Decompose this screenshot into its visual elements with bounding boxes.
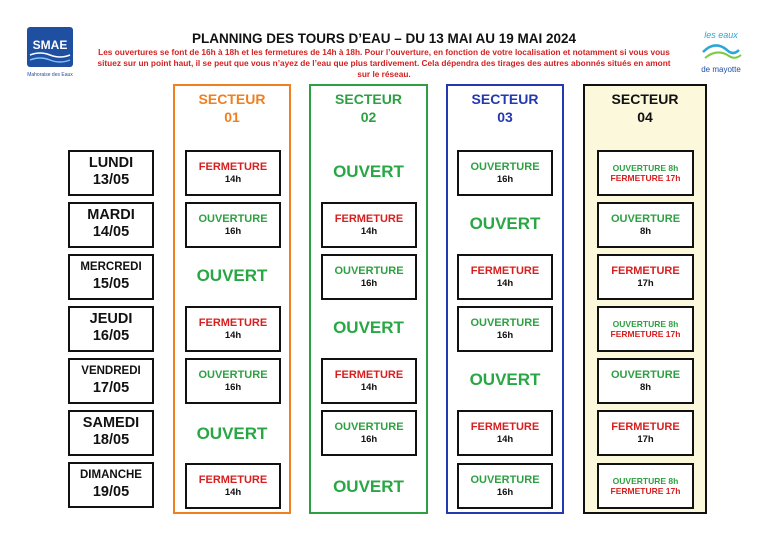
s03-samedi-cell: FERMETURE 14h: [457, 410, 553, 456]
s02-jeudi-ouvert: OUVERT: [333, 318, 404, 337]
logo-line1: les eaux: [704, 30, 738, 40]
s04-lundi-cell: OUVERTURE 8h FERMETURE 17h: [597, 150, 694, 196]
s03-mardi-ouvert: OUVERT: [469, 214, 541, 233]
s04-samedi-cell: FERMETURE 17h: [597, 410, 694, 456]
s02-dimanche-ouvert: OUVERT: [333, 477, 404, 496]
s01-vendredi-cell: OUVERTURE 16h: [185, 358, 281, 404]
s02-mardi-cell: FERMETURE 14h: [321, 202, 417, 248]
s02-lundi-ouvert: OUVERT: [333, 162, 404, 181]
page-subtitle: Les ouvertures se font de 16h à 18h et les fermetures de 14h à 18h. Pour l’ouverture, en fonction de votre localisation et notamment si vous vous situez sur un point haut, il se peut que vous n’ayez de l’eau que plus tardivement. Cela dépendra des tirages des autres abonnés situés en amont sur le réseau.: [97, 47, 671, 79]
day-label-samedi: SAMEDI 18/05: [68, 410, 154, 456]
sector-04-header: SECTEUR 04: [611, 91, 679, 125]
day-label-mercredi: MERCREDI 15/05: [68, 254, 154, 300]
s02-vendredi-cell: FERMETURE 14h: [321, 358, 417, 404]
s01-mercredi-ouvert: OUVERT: [196, 266, 268, 285]
smae-logo-caption: Mahoraise des Eaux: [27, 72, 73, 78]
s01-jeudi-cell: FERMETURE 14h: [185, 306, 281, 352]
sector-01-header: SECTEUR 01: [198, 91, 266, 125]
day-label-lundi: LUNDI 13/05: [68, 150, 154, 196]
s01-dimanche-cell: FERMETURE 14h: [185, 463, 281, 509]
day-label-jeudi: JEUDI 16/05: [68, 306, 154, 352]
s01-lundi-cell: FERMETURE 14h: [185, 150, 281, 196]
s01-mardi-cell: OUVERTURE 16h: [185, 202, 281, 248]
sector-02-header: SECTEUR 02: [335, 91, 402, 125]
s04-jeudi-cell: OUVERTURE 8h FERMETURE 17h: [597, 306, 694, 352]
s03-dimanche-cell: OUVERTURE 16h: [457, 463, 553, 509]
s01-samedi-ouvert: OUVERT: [196, 424, 268, 443]
s04-vendredi-cell: OUVERTURE 8h: [597, 358, 694, 404]
sector-01-column: [173, 84, 291, 514]
eaux-de-mayotte-logo: [693, 28, 749, 76]
s04-dimanche-cell: OUVERTURE 8h FERMETURE 17h: [597, 463, 694, 509]
s04-mardi-cell: OUVERTURE 8h: [597, 202, 694, 248]
day-label-dimanche: DIMANCHE 19/05: [68, 462, 154, 508]
s04-mercredi-cell: FERMETURE 17h: [597, 254, 694, 300]
smae-logo-text: SMAE: [32, 38, 68, 52]
s03-lundi-cell: OUVERTURE 16h: [457, 150, 553, 196]
sector-03-header: SECTEUR 03: [471, 91, 539, 125]
day-label-mardi: MARDI 14/05: [68, 202, 154, 248]
smae-logo: [26, 27, 76, 79]
logo-line2: de mayotte: [701, 65, 741, 74]
s03-mercredi-cell: FERMETURE 14h: [457, 254, 553, 300]
s03-jeudi-cell: OUVERTURE 16h: [457, 306, 553, 352]
page-title: PLANNING DES TOURS D’EAU – DU 13 MAI AU 19 MAI 2024: [191, 31, 577, 46]
s03-vendredi-ouvert: OUVERT: [469, 370, 541, 389]
s02-mercredi-cell: OUVERTURE 16h: [321, 254, 417, 300]
day-label-vendredi: VENDREDI 17/05: [68, 358, 154, 404]
s02-samedi-cell: OUVERTURE 16h: [321, 410, 417, 456]
